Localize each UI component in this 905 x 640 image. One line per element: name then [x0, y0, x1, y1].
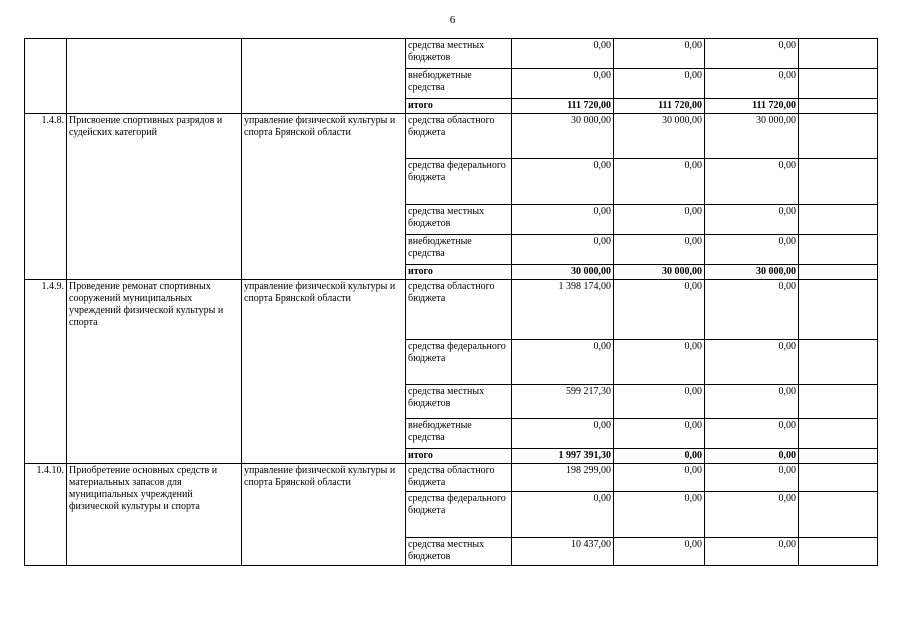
amount-year-2: 0,00	[614, 69, 705, 99]
amount-year-2: 0,00	[614, 205, 705, 235]
empty-cell	[799, 235, 878, 265]
measure-name: Присвоение спортивных разрядов и судейских категорий	[67, 114, 242, 280]
amount-year-3: 0,00	[705, 235, 799, 265]
empty-cell	[799, 265, 878, 280]
empty-cell	[799, 464, 878, 492]
measure-code: 1.4.10.	[25, 464, 67, 566]
funding-source: внебюджетные средства	[406, 235, 512, 265]
amount-year-3: 0,00	[705, 492, 799, 538]
amount-year-2: 30 000,00	[614, 114, 705, 159]
amount-year-1: 0,00	[512, 492, 614, 538]
amount-year-2: 0,00	[614, 39, 705, 69]
funding-source: итого	[406, 265, 512, 280]
funding-source: внебюджетные средства	[406, 69, 512, 99]
amount-year-2: 111 720,00	[614, 99, 705, 114]
amount-year-3: 0,00	[705, 39, 799, 69]
amount-year-2: 0,00	[614, 419, 705, 449]
budget-table	[24, 38, 878, 566]
amount-year-1: 30 000,00	[512, 114, 614, 159]
empty-cell	[799, 69, 878, 99]
table-row	[25, 464, 878, 492]
measure-executor: управление физической культуры и спорта Брянской области	[242, 280, 406, 464]
amount-year-3: 0,00	[705, 464, 799, 492]
amount-year-2: 0,00	[614, 235, 705, 265]
amount-year-1: 0,00	[512, 419, 614, 449]
empty-cell	[799, 114, 878, 159]
empty-cell	[799, 99, 878, 114]
amount-year-3: 0,00	[705, 205, 799, 235]
funding-source: средства федерального бюджета	[406, 492, 512, 538]
funding-source: средства местных бюджетов	[406, 385, 512, 419]
empty-cell	[799, 449, 878, 464]
amount-year-2: 0,00	[614, 464, 705, 492]
funding-source: итого	[406, 99, 512, 114]
amount-year-1: 599 217,30	[512, 385, 614, 419]
empty-cell	[799, 419, 878, 449]
page-number: 6	[449, 14, 456, 26]
amount-year-2: 0,00	[614, 538, 705, 566]
amount-year-3: 0,00	[705, 449, 799, 464]
funding-source: итого	[406, 449, 512, 464]
funding-source: средства областного бюджета	[406, 464, 512, 492]
measure-name	[67, 39, 242, 114]
amount-year-1: 1 997 391,30	[512, 449, 614, 464]
funding-source: средства областного бюджета	[406, 114, 512, 159]
amount-year-1: 0,00	[512, 159, 614, 205]
amount-year-3: 0,00	[705, 385, 799, 419]
amount-year-2: 0,00	[614, 280, 705, 340]
measure-executor: управление физической культуры и спорта Брянской области	[242, 114, 406, 280]
amount-year-1: 0,00	[512, 205, 614, 235]
amount-year-3: 111 720,00	[705, 99, 799, 114]
amount-year-1: 111 720,00	[512, 99, 614, 114]
amount-year-1: 0,00	[512, 69, 614, 99]
empty-cell	[799, 280, 878, 340]
empty-cell	[799, 205, 878, 235]
amount-year-1: 0,00	[512, 235, 614, 265]
funding-source: средства федерального бюджета	[406, 340, 512, 385]
empty-cell	[799, 385, 878, 419]
empty-cell	[799, 492, 878, 538]
funding-source: средства федерального бюджета	[406, 159, 512, 205]
measure-code: 1.4.9.	[25, 280, 67, 464]
funding-source: средства местных бюджетов	[406, 39, 512, 69]
amount-year-2: 0,00	[614, 385, 705, 419]
amount-year-1: 0,00	[512, 340, 614, 385]
amount-year-3: 0,00	[705, 340, 799, 385]
amount-year-1: 0,00	[512, 39, 614, 69]
empty-cell	[799, 538, 878, 566]
amount-year-1: 198 299,00	[512, 464, 614, 492]
amount-year-1: 30 000,00	[512, 265, 614, 280]
amount-year-2: 0,00	[614, 340, 705, 385]
amount-year-3: 0,00	[705, 419, 799, 449]
amount-year-1: 10 437,00	[512, 538, 614, 566]
amount-year-3: 30 000,00	[705, 114, 799, 159]
amount-year-3: 0,00	[705, 69, 799, 99]
empty-cell	[799, 340, 878, 385]
amount-year-1: 1 398 174,00	[512, 280, 614, 340]
measure-code	[25, 39, 67, 114]
funding-source: средства местных бюджетов	[406, 205, 512, 235]
table-row	[25, 39, 878, 69]
amount-year-3: 30 000,00	[705, 265, 799, 280]
measure-executor	[242, 39, 406, 114]
amount-year-2: 0,00	[614, 492, 705, 538]
table-row	[25, 114, 878, 159]
amount-year-2: 0,00	[614, 449, 705, 464]
table-row	[25, 280, 878, 340]
empty-cell	[799, 159, 878, 205]
amount-year-3: 0,00	[705, 538, 799, 566]
measure-name: Проведение ремонат спортивных сооружений муниципальных учреждений физической культуры и спорта	[67, 280, 242, 464]
funding-source: внебюджетные средства	[406, 419, 512, 449]
empty-cell	[799, 39, 878, 69]
funding-source: средства местных бюджетов	[406, 538, 512, 566]
measure-executor: управление физической культуры и спорта Брянской области	[242, 464, 406, 566]
table-body	[25, 39, 878, 566]
funding-source: средства областного бюджета	[406, 280, 512, 340]
amount-year-2: 30 000,00	[614, 265, 705, 280]
measure-code: 1.4.8.	[25, 114, 67, 280]
amount-year-3: 0,00	[705, 159, 799, 205]
amount-year-3: 0,00	[705, 280, 799, 340]
amount-year-2: 0,00	[614, 159, 705, 205]
measure-name: Приобретение основных средств и материальных запасов для муниципальных учреждений физической культуры и спорта	[67, 464, 242, 566]
